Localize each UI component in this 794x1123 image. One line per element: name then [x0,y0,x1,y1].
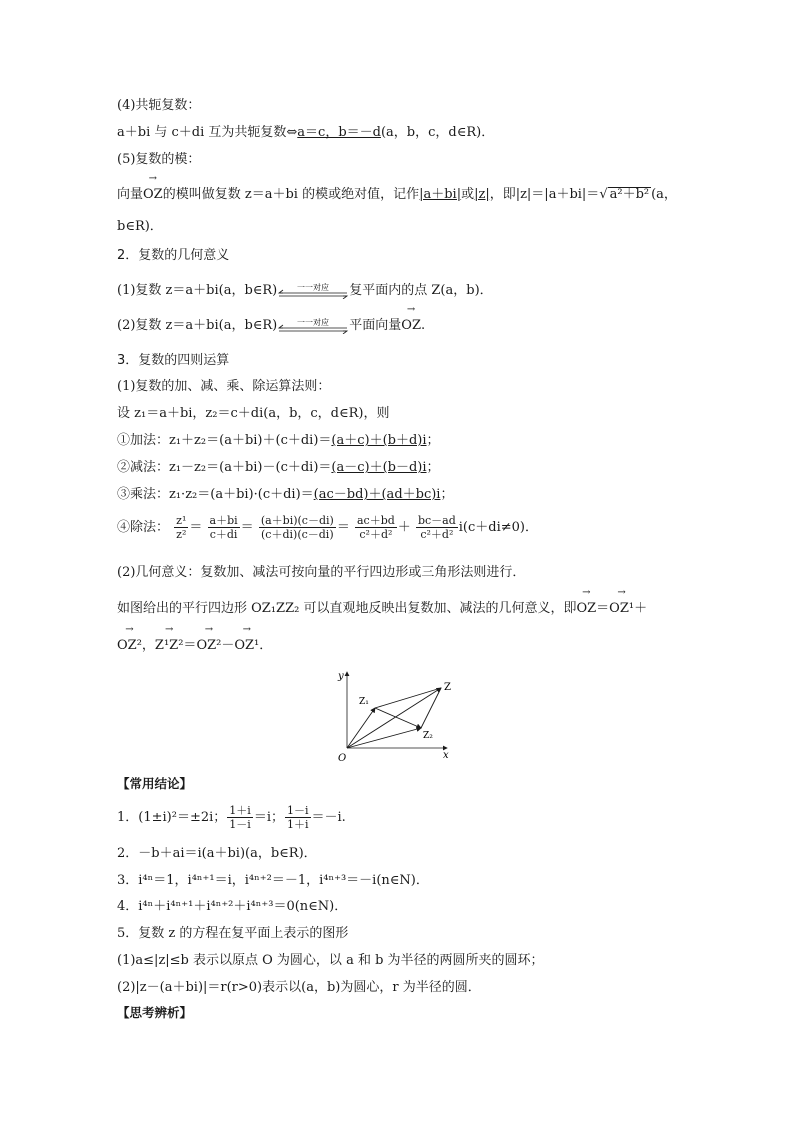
conclusion-5a: (1)a≤|z|≤b 表示以原点 O 为圆心，以 a 和 b 为半径的两圆所夹的圆环； [117,953,544,968]
conclusion-5b: (2)|z－(a＋bi)|＝r(r>0)表示以(a，b)为圆心，r 为半径的圆． [117,980,481,995]
s5-title: (5)复数的模： [117,152,201,167]
vector-z1z2 [375,708,421,728]
fraction: $\frac{1-i}{1+i}$ [286,804,309,831]
conclusion-4: 4．i⁴ⁿ＋i⁴ⁿ⁺¹＋i⁴ⁿ⁺²＋i⁴ⁿ⁺³＝0(n∈N)． [117,899,348,914]
one-to-one-arrow [277,283,349,299]
one-to-one-arrow [277,318,349,334]
fraction: $\frac{(a+bi)(c-di)}{(c+di)(c-di)}$ [260,514,334,541]
svg-text:一一对应: 一一对应 [297,282,330,292]
geo-meaning-1: (1)复数 z＝a＋bi(a，b∈R) 一一对应 复平面内的点 Z(a，b)． [117,282,493,298]
s4-title: (4)共轭复数： [117,98,201,113]
z1-label: Z₁ [359,697,369,707]
parallelogram-desc: 如图给出的平行四边形 OZ₁ZZ₂ 可以直观地反映出复数加、减法的几何意义，即→ OZ＝→ OZ¹＋ [117,600,647,618]
geo-meaning-2: (2)复数 z＝a＋bi(a，b∈R) 一一对应 平面向量→ OZ. [117,317,425,335]
x-label: x [443,750,449,761]
z2-label: Z₂ [423,731,433,741]
s4-blank: a＝c，b＝－d [297,125,381,140]
conclusion-5: 5．复数 z 的方程在复平面上表示的图形 [117,926,349,941]
parallelogram-figure [335,668,465,764]
conclusion-1: 1．(1±i)²＝±2i； $\frac{1+i}{1-i}$ ＝i； $\frac{1-i}{1+i}$ ＝－i. [117,804,346,831]
geo-meaning-desc: (2)几何意义：复数加、减法可按向量的平行四边形或三角形法则进行． [117,565,526,580]
rule-multiplication: ③乘法：z₁·z₂＝(a＋bi)·(c＋di)＝(ac－bd)＋(ad＋bc)i； [117,487,454,502]
fraction: $\frac{bc-ad}{\text{c²＋d²}}$ [417,514,456,541]
rules-setup: 设 z₁＝a＋bi，z₂＝c＋di(a，b，c，d∈R)，则 [117,406,390,421]
svg-text:一一对应: 一一对应 [297,317,330,327]
vector-oz2 [347,728,421,748]
common-conclusions-title: 【常用结论】 [117,776,193,791]
parallelogram-desc-cont: → OZ²，→ Z¹Z²＝→ OZ²－→ OZ¹． [117,637,272,655]
conclusion-2: 2．－b＋ai＝i(a＋bi)(a，b∈R)． [117,846,317,861]
s5-body: 向量→ OZ的模叫做复数 z＝a＋bi 的模或绝对值，记作|a＋bi|或|z|，即|z|＝|a＋bi|＝√ a²＋b² (a， [117,186,677,204]
think-discuss-title: 【思考辨析】 [117,1005,193,1020]
sqrt-sign: √ [599,187,608,202]
fraction: $\frac{a+bi}{c+di}$ [209,514,238,541]
y-label: y [338,671,344,682]
conclusion-3: 3．i⁴ⁿ＝1，i⁴ⁿ⁺¹＝i，i⁴ⁿ⁺²＝－1，i⁴ⁿ⁺³＝－i(n∈N)． [117,873,429,888]
s4-body: a＋bi 与 c＋di 互为共轭复数⇔a＝c，b＝－d(a，b，c，d∈R)． [117,125,495,140]
rule-division: ④除法： $\frac{\text{z¹}}{\text{z²}}$ ＝ $\frac{a+bi}{c+di}$ ＝ $\frac{(a+bi)(c-di)}{(c+di)(c-di)}$ ＝ $\frac{ac+bd}{\text{c²＋d²}}$ ＋ $\frac{bc-ad}{\text{c²＋d²}}$ i(c＋di≠0)． [117,514,538,541]
s5-body-cont: b∈R)． [117,219,163,234]
rule-addition: ①加法：z₁＋z₂＝(a＋bi)＋(c＋di)＝(a＋c)＋(b＋d)i； [117,433,440,448]
vector-oz: → OZ [401,317,421,335]
rule-subtraction: ②减法：z₁－z₂＝(a＋bi)－(c＋di)＝(a－c)＋(b－d)i； [117,460,440,475]
rules-intro: (1)复数的加、减、乘、除运算法则： [117,379,331,394]
fraction: $\frac{\text{z¹}}{\text{z²}}$ [176,514,187,541]
fraction: $\frac{1+i}{1-i}$ [229,804,251,831]
z-label: Z [444,682,451,693]
fraction: $\frac{ac+bd}{\text{c²＋d²}}$ [356,514,395,541]
section-2-heading: 2．复数的几何意义 [117,248,230,263]
vector-oz: → OZ [143,186,163,204]
section-3-heading: 3．复数的四则运算 [117,353,230,368]
origin-label: O [338,753,347,764]
side-z1z [375,688,441,708]
